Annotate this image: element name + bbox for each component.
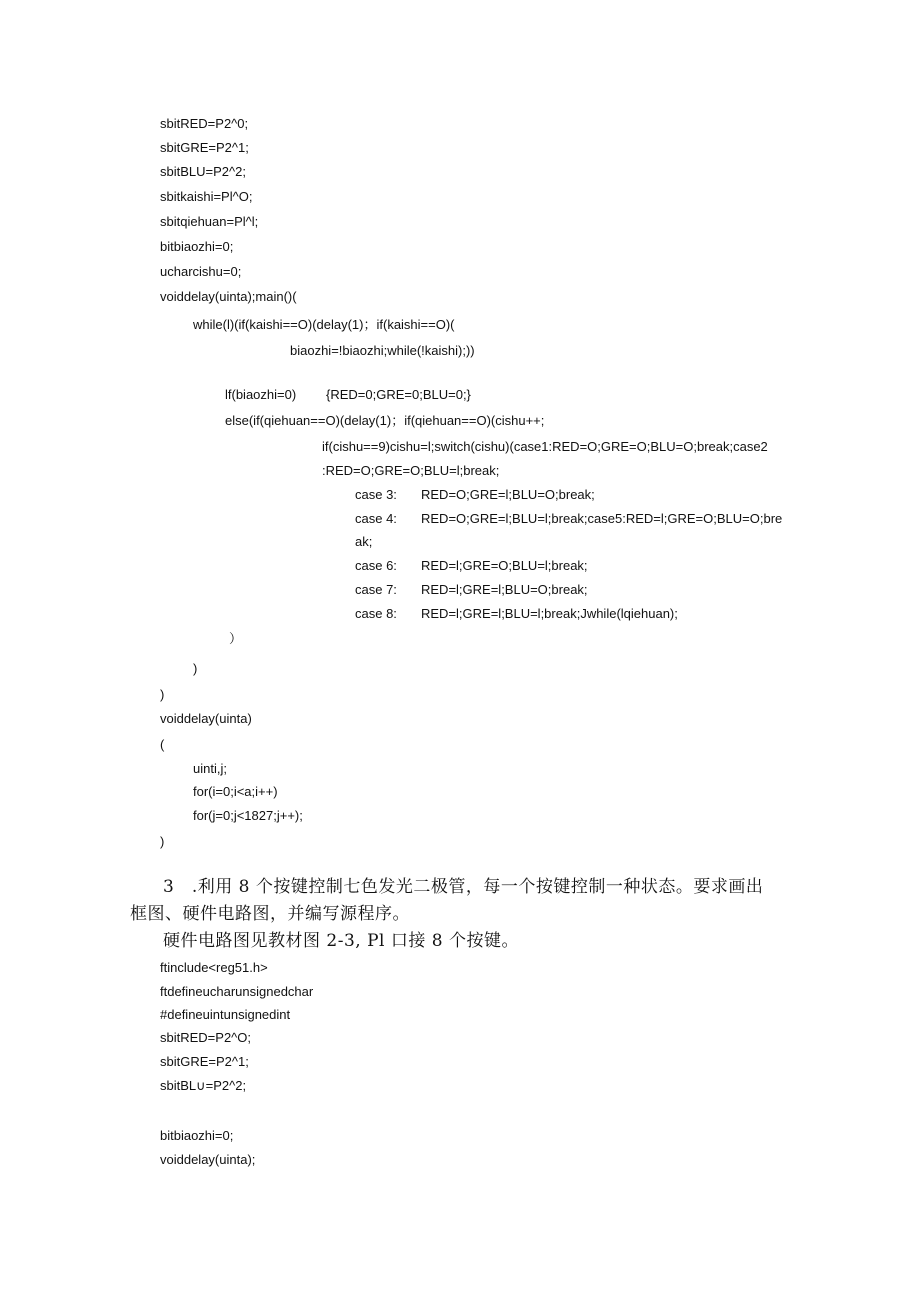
code-line: while(l)(if(kaishi==O)(delay(1)；if(kaishi==O)(	[193, 317, 455, 332]
code-line: bitbiaozhi=0;	[160, 239, 234, 254]
question-line-2: 框图、硬件电路图，并编写源程序。	[130, 904, 410, 924]
code-line: sbitqiehuan=Pl^l;	[160, 214, 259, 229]
code-line: voiddelay(uinta);	[160, 1152, 256, 1167]
code-line: for(j=0;j<1827;j++);	[193, 808, 303, 823]
code-line: (	[160, 737, 165, 752]
code-line: for(i=0;i<a;i++)	[193, 784, 278, 799]
code-line: voiddelay(uinta)	[160, 711, 252, 726]
code-line: )	[160, 834, 165, 849]
code-line: :RED=O;GRE=O;BLU=l;break;	[322, 463, 500, 478]
code-line: )	[160, 687, 165, 702]
code-line: ftdefineucharunsignedchar	[160, 984, 314, 999]
code-line: #defineuintunsignedint	[160, 1007, 291, 1022]
code-line: case 3:	[355, 487, 397, 502]
code-line: ftinclude<reg51.h>	[160, 960, 268, 975]
code-line: {RED=0;GRE=0;BLU=0;}	[326, 387, 471, 402]
code-line: sbitRED=P2^0;	[160, 116, 249, 131]
code-line: sbitkaishi=Pl^O;	[160, 189, 253, 204]
code-line: uinti,j;	[193, 761, 227, 776]
code-line: RED=O;GRE=l;BLU=O;break;	[421, 487, 595, 502]
code-line: RED=O;GRE=l;BLU=l;break;case5:RED=l;GRE=O;BLU=O;bre	[421, 511, 783, 526]
code-line: lf(biaozhi=0)	[225, 387, 297, 402]
code-line: RED=l;GRE=O;BLU=l;break;	[421, 558, 588, 573]
code-line: case 7:	[355, 582, 397, 597]
code-line: voiddelay(uinta);main()(	[160, 289, 297, 304]
code-line: case 8:	[355, 606, 397, 621]
code-line: ）	[229, 631, 243, 646]
code-line: sbitBL∪=P2^2;	[160, 1078, 247, 1093]
code-line: sbitGRE=P2^1;	[160, 1054, 249, 1069]
code-line: ucharcishu=0;	[160, 264, 242, 279]
code-line: RED=l;GRE=l;BLU=l;break;Jwhile(lqiehuan);	[421, 606, 678, 621]
question-line-1: 3 .利用 8 个按键控制七色发光二极管，每一个按键控制一种状态。要求画出	[163, 877, 764, 897]
code-line: case 4:	[355, 511, 397, 526]
code-line: case 6:	[355, 558, 397, 573]
code-line: bitbiaozhi=0;	[160, 1128, 234, 1143]
code-line: )	[193, 661, 198, 676]
code-line: else(if(qiehuan==O)(delay(1)；if(qiehuan==O)(cishu++;	[225, 413, 545, 428]
code-line: RED=l;GRE=l;BLU=O;break;	[421, 582, 588, 597]
code-line: sbitGRE=P2^1;	[160, 140, 249, 155]
code-line: sbitRED=P2^O;	[160, 1030, 251, 1045]
code-line: biaozhi=!biaozhi;while(!kaishi);))	[290, 343, 475, 358]
code-line: ak;	[355, 534, 373, 549]
code-line: sbitBLU=P2^2;	[160, 164, 246, 179]
hardware-note: 硬件电路图见教材图 2-3, Pl 口接 8 个按键。	[163, 931, 519, 951]
code-line: if(cishu==9)cishu=l;switch(cishu)(case1:RED=O;GRE=O;BLU=O;break;case2	[322, 439, 768, 454]
